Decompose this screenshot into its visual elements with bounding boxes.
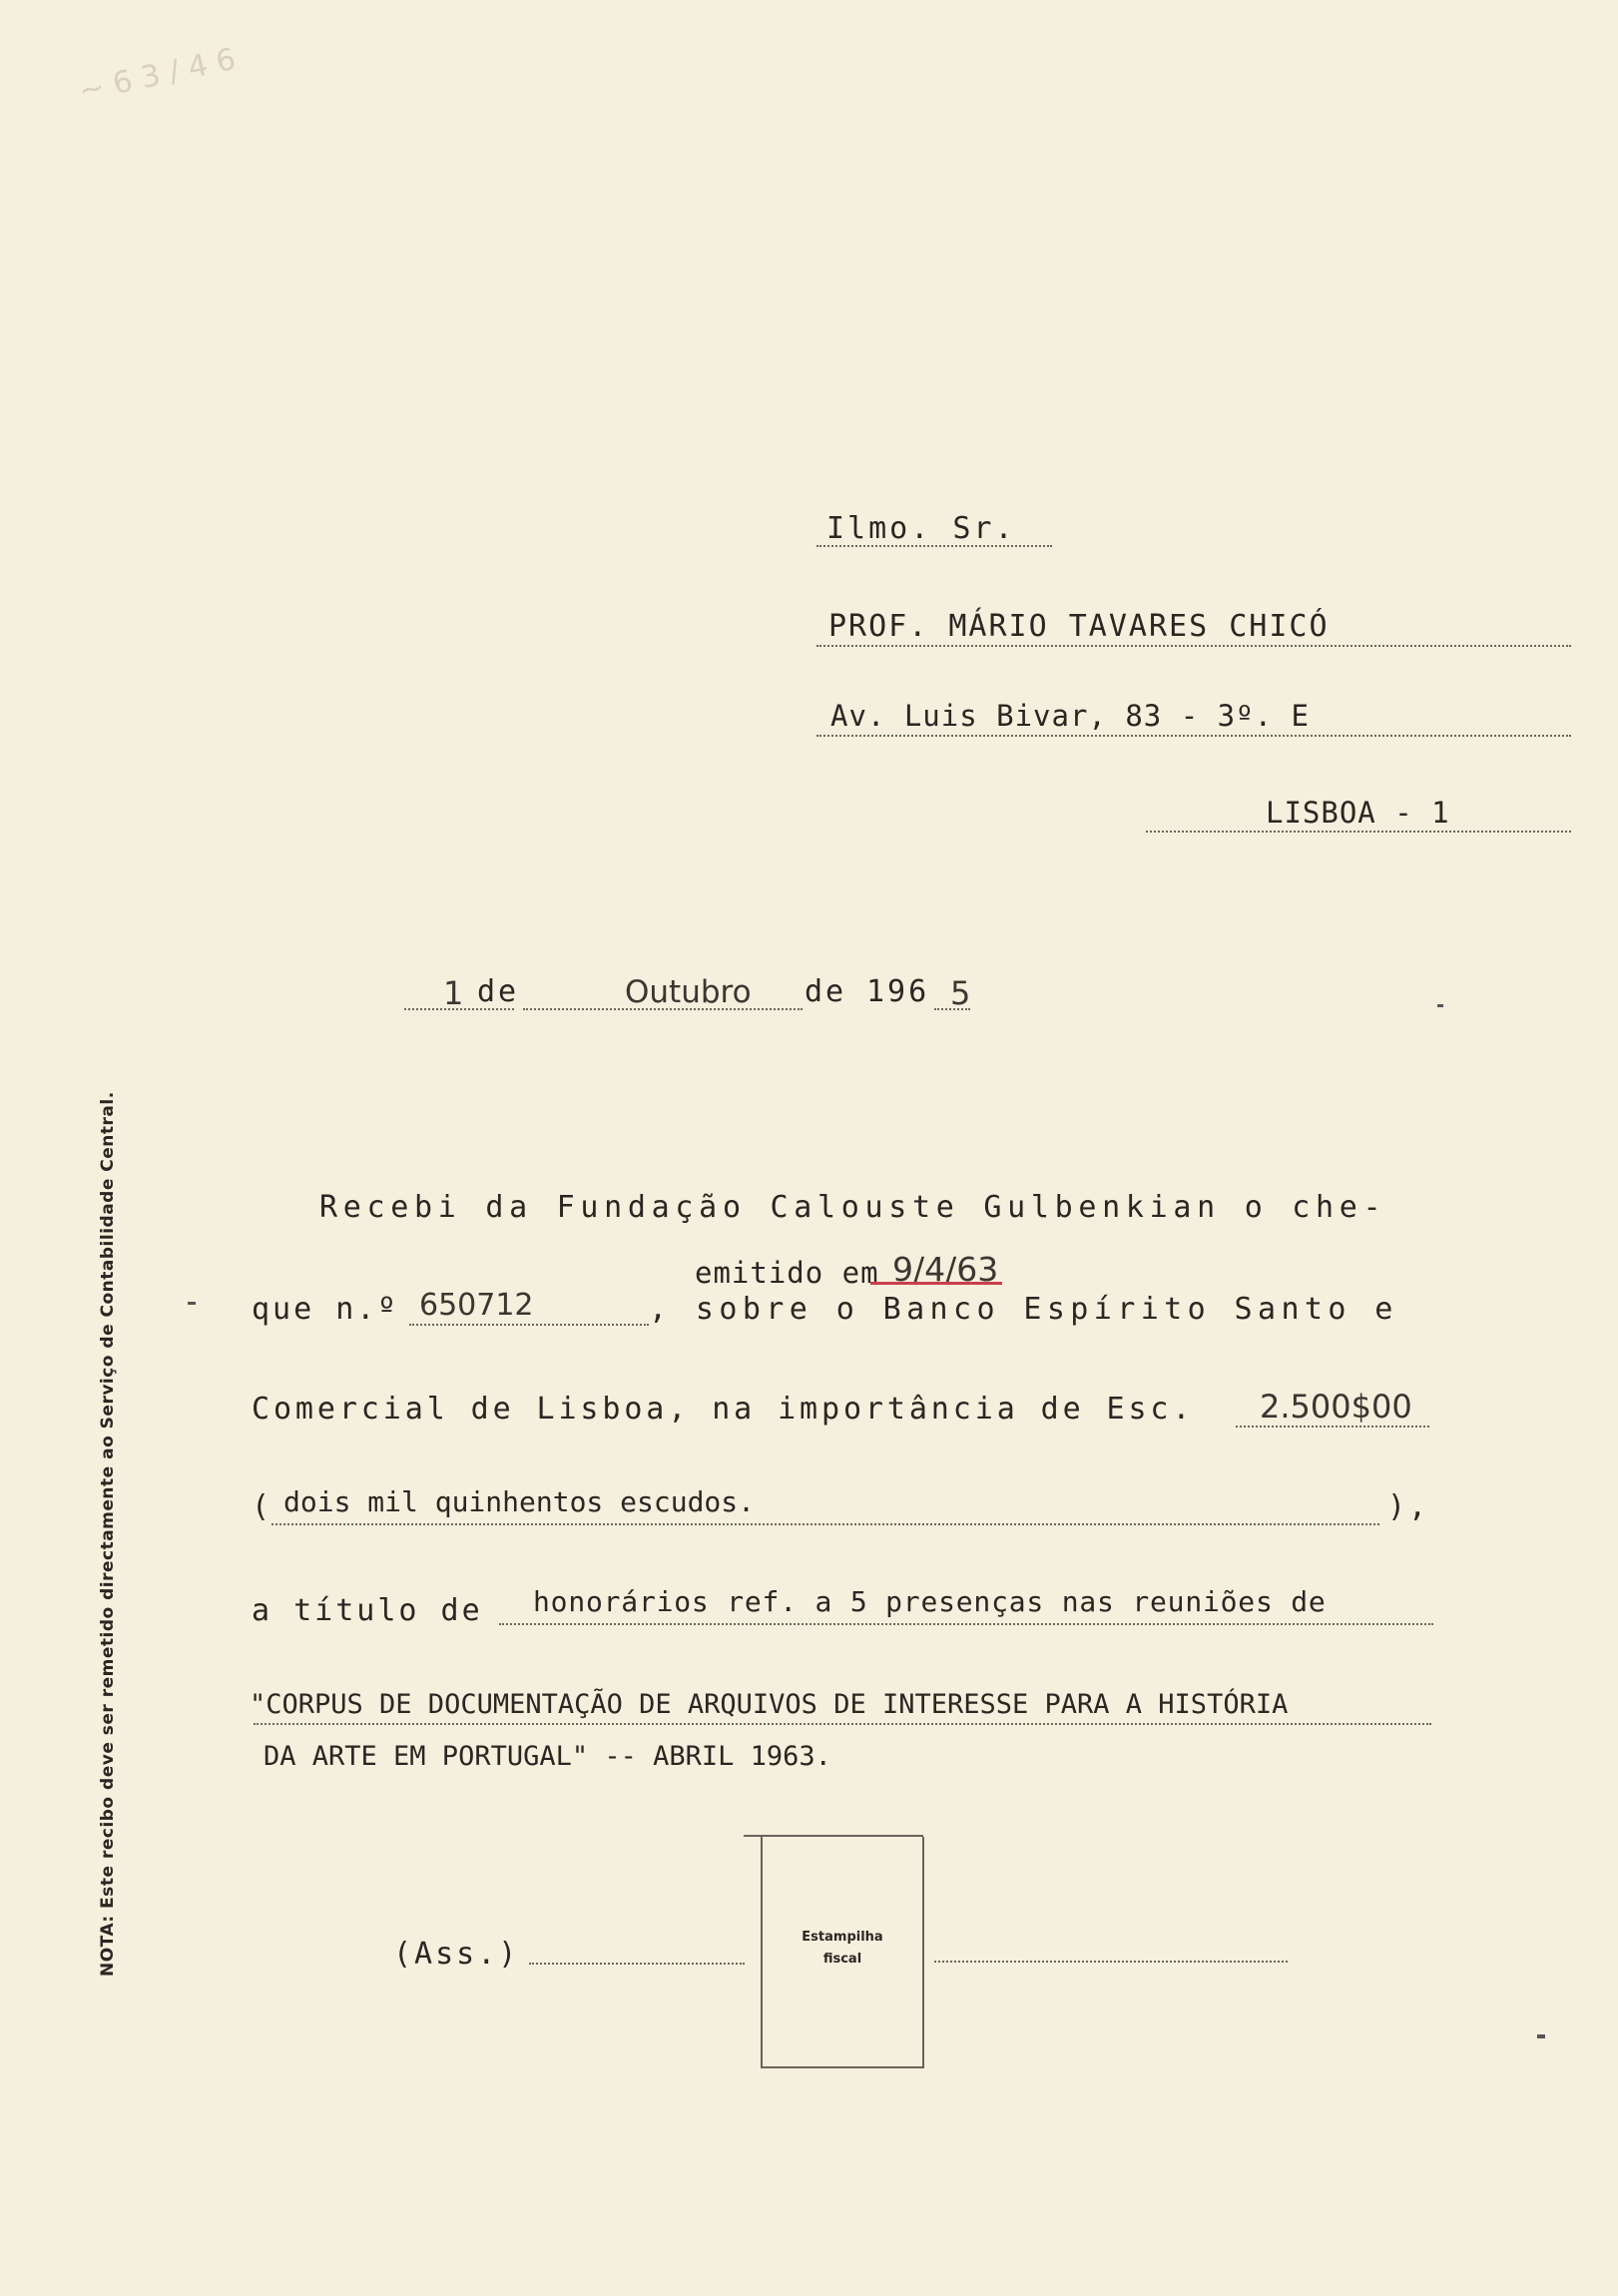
- corpus-line-1: "CORPUS DE DOCUMENTAÇÃO DE ARQUIVOS DE INTERESSE PARA A HISTÓRIA: [250, 1689, 1289, 1720]
- body-line-3: Comercial de Lisboa, na importância de Esc.: [252, 1392, 1195, 1427]
- amount-value: 2.500$00: [1260, 1388, 1412, 1426]
- emitido-underline: [870, 1282, 1002, 1285]
- titulo-dots: [499, 1623, 1433, 1625]
- que-label: que n.º: [252, 1292, 399, 1327]
- dash-mark: [1437, 1004, 1443, 1007]
- amount-words: dois mil quinhentos escudos.: [283, 1485, 756, 1518]
- amount-dots: [1236, 1426, 1429, 1428]
- paren-close: ),: [1387, 1489, 1430, 1524]
- corpus-dots: [254, 1723, 1431, 1725]
- date-year-suffix: 5: [950, 974, 971, 1012]
- nota-text: NOTA: Este recibo deve ser remetido directamente ao Serviço de Contabilidade Central.: [98, 1091, 118, 1977]
- cheque-dots: [409, 1324, 649, 1326]
- signature-dots-left: [529, 1963, 745, 1965]
- stamp-box: [761, 1837, 924, 2068]
- recipient-city: LISBOA - 1: [1266, 796, 1450, 830]
- emitido-date: 9/4/63: [892, 1250, 999, 1289]
- titulo-text: honorários ref. a 5 presenças nas reuniões de: [533, 1585, 1327, 1618]
- name-dots: [816, 645, 1571, 647]
- titulo-label: a título de: [252, 1593, 483, 1628]
- body-line-1: Recebi da Fundação Calouste Gulbenkian o che-: [319, 1190, 1387, 1225]
- corpus-line-2: DA ARTE EM PORTUGAL" -- ABRIL 1963.: [264, 1741, 831, 1772]
- salutation-dots: [816, 545, 1052, 547]
- pencil-mark: ~ 6 3 / 4 6: [76, 41, 240, 110]
- words-dots: [271, 1523, 1379, 1525]
- ink-mark: [1537, 2034, 1545, 2038]
- paren-open: (: [252, 1489, 273, 1524]
- date-year-prefix: 196: [866, 974, 930, 1009]
- date-de-2: de: [805, 974, 847, 1009]
- date-day: 1: [443, 974, 464, 1012]
- recipient-name: PROF. MÁRIO TAVARES CHICÓ: [828, 609, 1330, 644]
- street-dots: [816, 735, 1571, 737]
- city-dots: [1146, 831, 1571, 833]
- stamp-label-2: fiscal: [822, 1952, 862, 1967]
- salutation: Ilmo. Sr.: [826, 511, 1016, 546]
- date-de-1: de: [477, 974, 520, 1009]
- body-line-2: , sobre o Banco Espírito Santo e: [649, 1292, 1398, 1327]
- emitido-label: emitido em: [695, 1256, 879, 1290]
- signature-label: (Ass.): [393, 1937, 520, 1972]
- stamp-label-1: Estampilha: [802, 1930, 883, 1945]
- recipient-street: Av. Luis Bivar, 83 - 3º. E: [830, 699, 1310, 733]
- cheque-number: 650712: [419, 1288, 534, 1323]
- date-month: Outubro: [625, 974, 752, 1010]
- ink-mark: [188, 1302, 196, 1305]
- signature-dots-right: [934, 1961, 1288, 1963]
